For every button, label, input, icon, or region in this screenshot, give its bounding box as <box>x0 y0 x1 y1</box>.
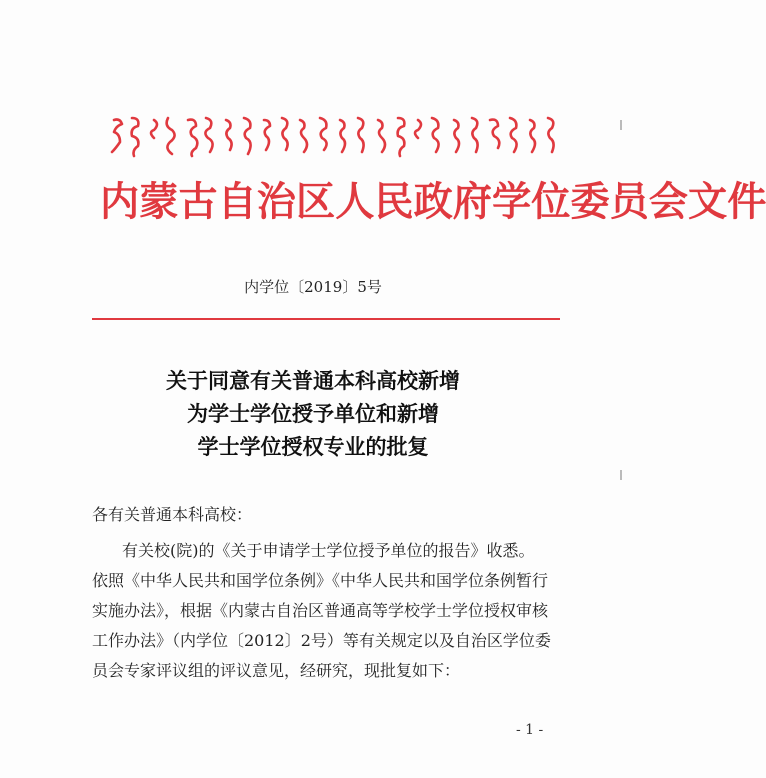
body-line: 依照《中华人民共和国学位条例》《中华人民共和国学位条例暂行 <box>92 571 549 590</box>
mongolian-script-heading <box>102 112 562 162</box>
body-line: 员会专家评议组的评议意见，经研究，现批复如下： <box>92 661 461 680</box>
scan-edge-mark <box>620 470 622 480</box>
document-title <box>0 364 626 463</box>
issuing-authority-title: 内蒙古自治区人民政府学位委员会文件 <box>100 178 766 225</box>
scan-edge-mark <box>620 120 622 130</box>
page-number: - 1 - <box>516 722 544 738</box>
body-line: 工作办法》（内学位〔2012〕2号）等有关规定以及自治区学位委 <box>92 631 551 650</box>
body-line: 有关校(院)的《关于申请学士学位授予单位的报告》收悉。 <box>122 541 535 560</box>
document-number: 内学位〔2019〕5号 <box>244 278 382 296</box>
mongolian-script-graphic <box>102 112 562 162</box>
title-line: 学士学位授权专业的批复 <box>197 434 429 459</box>
title-line: 为学士学位授予单位和新增 <box>187 401 439 426</box>
body-paragraph <box>92 536 562 686</box>
body-line: 实施办法》，根据《内蒙古自治区普通高等学校学士学位授权审核 <box>92 601 549 620</box>
red-divider-line <box>92 318 560 320</box>
title-line: 关于同意有关普通本科高校新增 <box>166 368 460 393</box>
salutation: 各有关普通本科高校： <box>92 505 253 524</box>
